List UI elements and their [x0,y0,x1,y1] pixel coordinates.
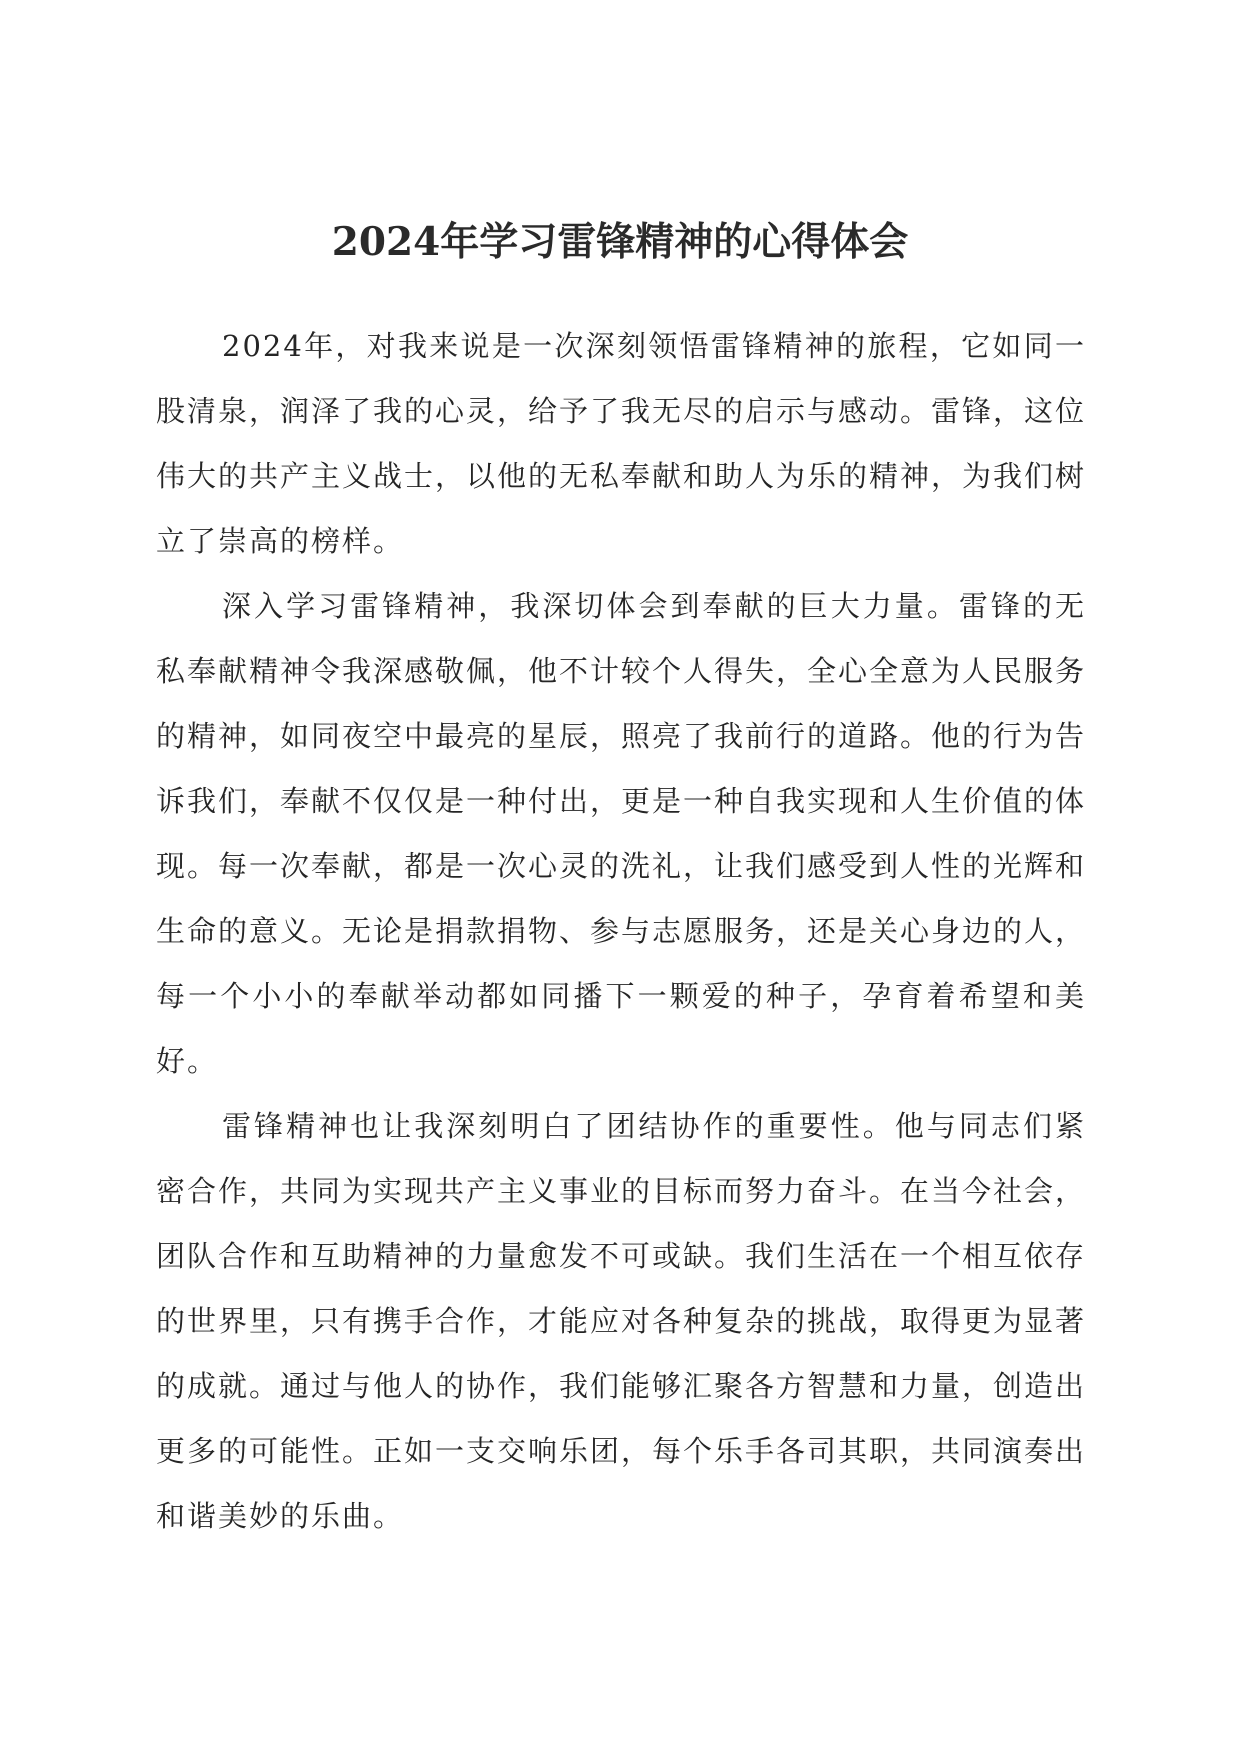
document-body [156,314,1086,1549]
paragraph-1: 2024年，对我来说是一次深刻领悟雷锋精神的旅程，它如同一股清泉，润泽了我的心灵，给予了我无尽的启示与感动。雷锋，这位伟大的共产主义战士，以他的无私奉献和助人为乐的精神，为我们树立了崇高的榜样。 [156,329,1087,558]
paragraph-3: 雷锋精神也让我深刻明白了团结协作的重要性。他与同志们紧密合作，共同为实现共产主义事业的目标而努力奋斗。在当今社会，团队合作和互助精神的力量愈发不可或缺。我们生活在一个相互依存的世界里，只有携手合作，才能应对各种复杂的挑战，取得更为显著的成就。通过与他人的协作，我们能够汇聚各方智慧和力量，创造出更多的可能性。正如一支交响乐团，每个乐手各司其职，共同演奏出和谐美妙的乐曲。 [156,1109,1087,1533]
document-title: 2024年学习雷锋精神的心得体会 [331,219,909,265]
paragraph-2: 深入学习雷锋精神，我深切体会到奉献的巨大力量。雷锋的无私奉献精神令我深感敬佩，他不计较个人得失，全心全意为人民服务的精神，如同夜空中最亮的星辰，照亮了我前行的道路。他的行为告诉我们，奉献不仅仅是一种付出，更是一种自我实现和人生价值的体现。每一次奉献，都是一次心灵的洗礼，让我们感受到人性的光辉和生命的意义。无论是捐款捐物、参与志愿服务，还是关心身边的人，每一个小小的奉献举动都如同播下一颗爱的种子，孕育着希望和美好。 [156,589,1087,1078]
